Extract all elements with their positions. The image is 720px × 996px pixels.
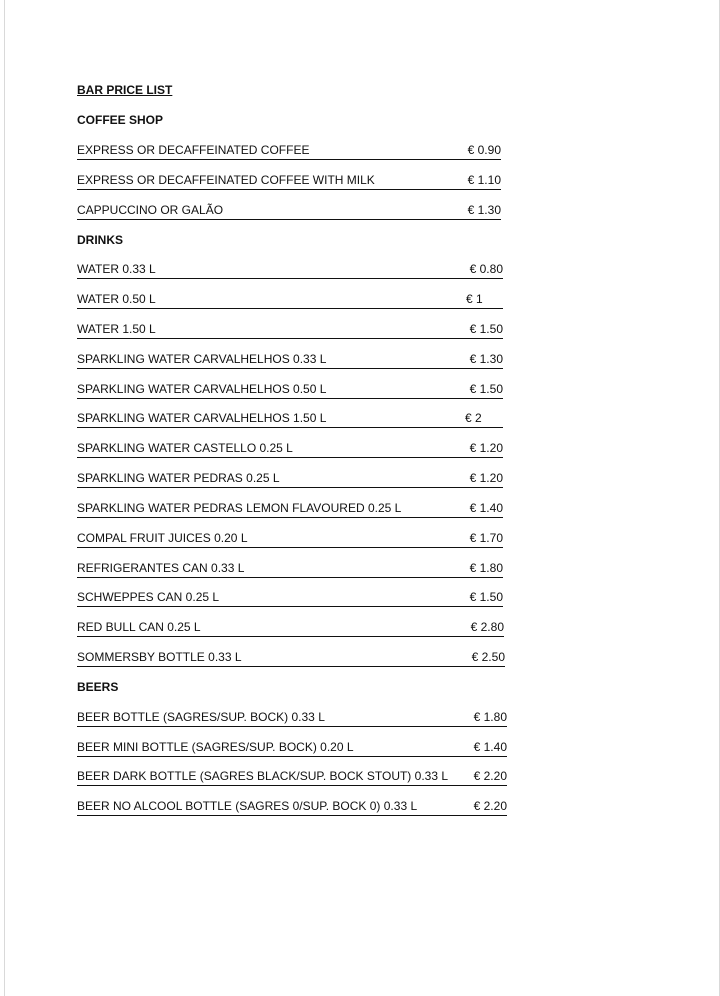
item-name: BEER DARK BOTTLE (SAGRES BLACK/SUP. BOCK STOUT) 0.33 L <box>77 769 449 783</box>
item-price: € 2.80 <box>470 620 504 634</box>
item-price: € 2.50 <box>471 650 505 664</box>
item-price: € 1.40 <box>469 501 503 515</box>
item-name: SPARKLING WATER CARVALHELHOS 0.33 L <box>77 352 327 366</box>
item-name: SOMMERSBY BOTTLE 0.33 L <box>77 650 242 664</box>
item-price: € 1.80 <box>469 561 503 575</box>
list-item <box>77 561 503 578</box>
item-name: WATER 0.33 L <box>77 262 156 276</box>
list-item <box>77 710 507 727</box>
list-item <box>77 501 503 518</box>
list-item <box>77 740 507 757</box>
item-price: € 2.20 <box>473 769 507 783</box>
list-item <box>77 382 503 399</box>
item-price: € 2.20 <box>473 799 507 813</box>
item-price: € 0.90 <box>467 143 501 157</box>
item-price: € 1.80 <box>473 710 507 724</box>
item-price: € 1.20 <box>469 471 503 485</box>
item-price: € 1.40 <box>473 740 507 754</box>
list-item <box>77 292 503 309</box>
item-name: WATER 0.50 L <box>77 292 156 306</box>
list-item <box>77 173 501 190</box>
item-name: BEER MINI BOTTLE (SAGRES/SUP. BOCK) 0.20 L <box>77 740 354 754</box>
list-item <box>77 769 507 786</box>
list-item <box>77 650 505 667</box>
item-name: EXPRESS OR DECAFFEINATED COFFEE WITH MILK <box>77 173 375 187</box>
item-price: € 1.50 <box>469 382 503 396</box>
item-name: COMPAL FRUIT JUICES 0.20 L <box>77 531 248 545</box>
list-item <box>77 411 503 428</box>
item-price: € 1.30 <box>469 352 503 366</box>
item-price: € 1 <box>466 292 483 306</box>
item-price: € 0.80 <box>469 262 503 276</box>
item-price: € 1.50 <box>469 590 503 604</box>
list-item <box>77 441 503 458</box>
list-item <box>77 352 503 369</box>
list-item <box>77 262 503 279</box>
section-heading-drinks: DRINKS <box>77 233 124 247</box>
list-item <box>77 322 503 339</box>
item-name: CAPPUCCINO OR GALÃO <box>77 203 224 217</box>
list-item <box>77 471 503 488</box>
item-name: BEER BOTTLE (SAGRES/SUP. BOCK) 0.33 L <box>77 710 325 724</box>
list-item <box>77 620 504 637</box>
list-item <box>77 203 501 220</box>
page-title: BAR PRICE LIST <box>77 83 173 97</box>
section-heading-coffee: COFFEE SHOP <box>77 113 164 127</box>
item-price: € 1.30 <box>467 203 501 217</box>
item-name: REFRIGERANTES CAN 0.33 L <box>77 561 245 575</box>
list-item <box>77 143 501 160</box>
item-name: SPARKLING WATER CARVALHELHOS 0.50 L <box>77 382 327 396</box>
item-name: SPARKLING WATER PEDRAS LEMON FLAVOURED 0.25 L <box>77 501 402 515</box>
item-name: BEER NO ALCOOL BOTTLE (SAGRES 0/SUP. BOCK 0) 0.33 L <box>77 799 418 813</box>
item-name: SPARKLING WATER PEDRAS 0.25 L <box>77 471 280 485</box>
list-item <box>77 799 507 816</box>
item-name: EXPRESS OR DECAFFEINATED COFFEE <box>77 143 310 157</box>
list-item <box>77 590 503 607</box>
item-price: € 1.10 <box>467 173 501 187</box>
item-price: € 2 <box>465 411 482 425</box>
item-name: WATER 1.50 L <box>77 322 156 336</box>
document-page <box>4 0 720 996</box>
item-name: SCHWEPPES CAN 0.25 L <box>77 590 220 604</box>
list-item <box>77 531 503 548</box>
item-price: € 1.20 <box>469 441 503 455</box>
item-price: € 1.70 <box>469 531 503 545</box>
item-name: SPARKLING WATER CARVALHELHOS 1.50 L <box>77 411 327 425</box>
item-price: € 1.50 <box>469 322 503 336</box>
item-name: RED BULL CAN 0.25 L <box>77 620 201 634</box>
section-heading-beers: BEERS <box>77 680 119 694</box>
item-name: SPARKLING WATER CASTELLO 0.25 L <box>77 441 293 455</box>
